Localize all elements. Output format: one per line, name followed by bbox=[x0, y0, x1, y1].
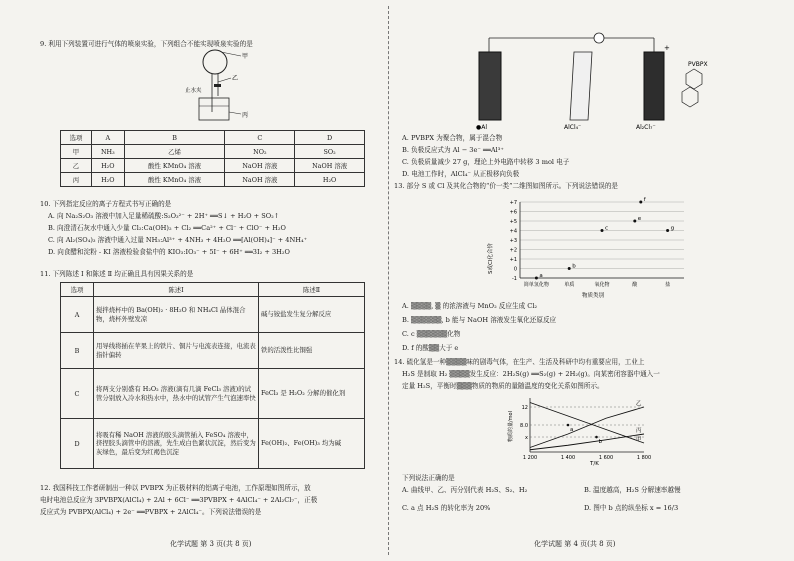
table-row bbox=[61, 297, 365, 333]
q12-line-2: 电时电池总反应为 3PVBPX(AlCl₄) + 2Al + 6Cl⁻ ══3PVBPX + 4AlCl₄⁻ + 2Al₂Cl₇⁻，正极 bbox=[40, 496, 318, 504]
x-tick-label: 1 200 bbox=[522, 455, 538, 461]
data-point bbox=[535, 277, 538, 280]
series-label: 乙 bbox=[636, 401, 642, 407]
q12-option-a: A. PVBPX 为聚合物，属于混合物 bbox=[402, 134, 503, 142]
header-cell: 选项 bbox=[61, 283, 94, 297]
q12-line-3: 反应式为 PVBPX(AlCl₄) + 2e⁻ ══PVBPX + 2AlCl₄⁻。下列说法错误的是 bbox=[40, 508, 262, 516]
q13-stem: 13. 部分 S 或 Cl 及其化合物的“价一类”二维图如图所示。下列说法错误的是 bbox=[394, 182, 619, 190]
data-point-label: b bbox=[572, 263, 576, 270]
y-tick-label: 8.0 bbox=[520, 423, 528, 429]
pvbpx-electrode bbox=[644, 52, 664, 120]
flask bbox=[203, 50, 227, 74]
q14-option-a: A. 曲线甲、乙、丙分别代表 H₂S、S₂、H₂ bbox=[402, 486, 528, 494]
table-cell: 将吸有稀 NaOH 溶液的胶头滴管插入 FeSO₄ 溶液中，挤捏胶头滴管中的溶液，先生成白色絮状沉淀，然后变为灰绿色，最后变为红褐色沉淀 bbox=[94, 419, 259, 469]
header-cell: 陈述Ⅱ bbox=[259, 283, 365, 297]
header-cell: D bbox=[295, 131, 365, 145]
q12-option-c: C. 负极质量减少 27 g，理论上外电路中转移 3 mol 电子 bbox=[402, 158, 570, 166]
table-cell: 酸性 KMnO₄ 溶液 bbox=[124, 159, 225, 173]
table-cell: H₂O bbox=[91, 159, 124, 173]
stopcock bbox=[214, 84, 221, 87]
q12-option-b: B. 负极反应式为 Al − 3e⁻ ══Al³⁺ bbox=[402, 146, 504, 154]
data-point-label: e bbox=[637, 216, 642, 222]
q14-prompt: 下列说法正确的是 bbox=[402, 474, 455, 482]
label-line-yi bbox=[218, 78, 231, 82]
table-cell: 用导线将插在苹果上的铁片、铜片与电流表连接，电流表指针偏转 bbox=[94, 333, 259, 369]
y-tick-label: x bbox=[525, 435, 528, 442]
temperature-moles-chart bbox=[504, 394, 654, 466]
chart1-xlabel: 物质类别 bbox=[582, 293, 605, 299]
data-point-label: f bbox=[643, 197, 646, 203]
alcl4-legend: AlCl₄⁻ bbox=[564, 124, 582, 130]
q14-stem-2: H₂S 是制取 H₂ ▒▒▒▒发生反应：2H₂S(g) ══S₂(g) + 2H₂(g)。向某密闭容器中通入一 bbox=[402, 370, 660, 378]
data-point bbox=[601, 229, 604, 232]
table-cell: FeCl₃ 是 H₂O₂ 分解的催化剂 bbox=[259, 369, 365, 419]
q13-option-d: D. f 的酸▒▒大于 e bbox=[402, 344, 459, 352]
valence-class-chart bbox=[484, 196, 704, 300]
table-cell: NaOH 溶液 bbox=[295, 159, 365, 173]
y-tick-label: +6 bbox=[509, 209, 517, 216]
series-label: 甲 bbox=[636, 437, 642, 443]
x-tick-label: 1 400 bbox=[560, 455, 576, 461]
table-cell: B bbox=[61, 333, 94, 369]
y-tick-label: -1 bbox=[512, 276, 517, 282]
fountain-apparatus-figure bbox=[185, 48, 275, 124]
x-tick-label: 酸 bbox=[632, 282, 638, 288]
q11-table bbox=[60, 282, 365, 469]
y-tick-label: +2 bbox=[509, 247, 517, 254]
table-cell: NH₃ bbox=[91, 145, 124, 159]
q11-stem: 11. 下列陈述 Ⅰ 和陈述 Ⅱ 均正确且具有因果关系的是 bbox=[40, 270, 194, 278]
pvbpx-label: PVBPX bbox=[688, 61, 708, 68]
data-point-label: c bbox=[605, 225, 609, 232]
label-line-bing bbox=[229, 112, 241, 114]
chart2-xlabel: T/K bbox=[590, 461, 599, 466]
label-jia: 甲 bbox=[242, 53, 249, 60]
series-line bbox=[530, 407, 644, 448]
table-row bbox=[61, 145, 365, 159]
table-cell: NO₂ bbox=[225, 145, 295, 159]
x-tick-label: 氧化物 bbox=[594, 282, 610, 288]
annotation-point bbox=[595, 436, 598, 439]
chart1-ylabel: S或Cl化合价 bbox=[488, 243, 494, 274]
header-cell: B bbox=[124, 131, 225, 145]
table-cell: C bbox=[61, 369, 94, 419]
table-row bbox=[61, 173, 365, 187]
q13-option-c: C. c ▒▒▒▒▒▒化物 bbox=[402, 330, 461, 338]
page-footer-left: 化学试题 第 3 页(共 8 页) bbox=[170, 540, 252, 548]
table-cell: 酸性 KMnO₄ 溶液 bbox=[124, 173, 225, 187]
q12-option-d: D. 电池工作时，AlCl₄⁻ 从正极移向负极 bbox=[402, 170, 520, 178]
q9-table bbox=[60, 130, 365, 187]
table-cell: 乙 bbox=[61, 159, 92, 173]
q13-option-a: A. ▒▒▒▒, ▒ 的浓溶液与 MnO₂ 反应生成 Cl₂ bbox=[402, 302, 538, 310]
table-cell: A bbox=[61, 297, 94, 333]
table-cell: NaOH 溶液 bbox=[225, 159, 295, 173]
al-legend: ●Al bbox=[476, 124, 488, 130]
pvbpx-ring-icon bbox=[682, 87, 698, 107]
table-cell: 铁的活泼性比铜强 bbox=[259, 333, 365, 369]
table-row bbox=[61, 369, 365, 419]
data-point-label: a bbox=[539, 273, 543, 279]
q9-table-header bbox=[61, 131, 365, 145]
table-row bbox=[61, 333, 365, 369]
y-tick-label: 12 bbox=[521, 405, 528, 411]
table-cell: 将两支分别盛有 H₂O₂ 溶液(滴有几滴 FeCl₃ 溶液)的试管分别放入冷水和热水中，热水中的试管产生气泡速率快 bbox=[94, 369, 259, 419]
data-point bbox=[633, 220, 636, 223]
q14-option-b: B. 温度越高，H₂S 分解速率越慢 bbox=[584, 486, 681, 494]
q13-option-b: B. ▒▒▒▒▒▒, b 能与 NaOH 溶液发生氧化还原反应 bbox=[402, 316, 557, 324]
bulb-icon bbox=[594, 33, 604, 43]
table-row bbox=[61, 159, 365, 173]
x-tick-label: 简单氢化物 bbox=[523, 282, 549, 288]
page-footer-right: 化学试题 第 4 页(共 8 页) bbox=[534, 540, 616, 548]
q14-option-c: C. a 点 H₂S 的转化率为 20% bbox=[402, 504, 491, 512]
table-cell: 碱与铵盐发生复分解反应 bbox=[259, 297, 365, 333]
data-point bbox=[666, 229, 669, 232]
q10-option-c: C. 向 Al₂(SO₄)₃ 溶液中通入过量 NH₃:Al³⁺ + 4NH₃ + 4H₂O ══[Al(OH)₄]⁻ + 4NH₄⁺ bbox=[48, 236, 308, 244]
q10-option-d: D. 向食醋和淀粉 - KI 溶液检验食盐中的 KIO₃:IO₃⁻ + 5I⁻ + 6H⁺ ══3I₂ + 3H₂O bbox=[48, 248, 290, 256]
y-tick-label: +3 bbox=[509, 238, 517, 244]
table-cell: D bbox=[61, 419, 94, 469]
chart2-ylabel: 物质的量/mol bbox=[508, 410, 514, 442]
left-page bbox=[0, 0, 386, 561]
table-cell: 乙烯 bbox=[124, 145, 225, 159]
table-cell: 丙 bbox=[61, 173, 92, 187]
header-cell: 陈述Ⅰ bbox=[94, 283, 259, 297]
q14-stem-3: 定量 H₂S，平衡时▒▒▒物质的物质的量随温度的变化关系如图所示。 bbox=[402, 382, 604, 390]
pvbpx-ring-icon bbox=[686, 69, 702, 89]
table-cell: 甲 bbox=[61, 145, 92, 159]
x-tick-label: 1 600 bbox=[598, 455, 614, 461]
data-point bbox=[639, 201, 642, 204]
y-tick-label: +7 bbox=[509, 200, 517, 206]
label-bing: 丙 bbox=[242, 112, 249, 119]
data-point bbox=[568, 267, 571, 270]
y-tick-label: +5 bbox=[509, 219, 517, 225]
q14-option-d: D. 图中 b 点的纵坐标 x = 16/3 bbox=[584, 504, 679, 512]
q10-option-b: B. 向澄清石灰水中通入少量 Cl₂:Ca(OH)₂ + Cl₂ ══Ca²⁺ + Cl⁻ + ClO⁻ + H₂O bbox=[48, 224, 286, 232]
table-cell: H₂O bbox=[91, 173, 124, 187]
q11-table-header bbox=[61, 283, 365, 297]
table-cell: Fe(OH)₂、Fe(OH)₃ 均为碱 bbox=[259, 419, 365, 469]
beaker bbox=[199, 98, 229, 120]
series-label: 丙 bbox=[636, 428, 642, 434]
q9-stem: 9. 利用下列装置可进行气体的喷泉实验，下列组合不能实现喷泉实验的是 bbox=[40, 40, 253, 48]
y-tick-label: +4 bbox=[509, 228, 517, 235]
annotation-label: b bbox=[598, 439, 602, 446]
header-cell: C bbox=[225, 131, 295, 145]
x-tick-label: 单质 bbox=[564, 282, 575, 288]
label-yi: 乙 bbox=[232, 75, 239, 82]
table-cell: SO₂ bbox=[295, 145, 365, 159]
al-electrode bbox=[479, 52, 501, 120]
header-cell: 选项 bbox=[61, 131, 92, 145]
data-point-label: g bbox=[670, 225, 675, 232]
label-zhishuijia: 止水夹 bbox=[185, 88, 202, 94]
q14-stem-1: 14. 硫化氢是一种▒▒▒▒味的剧毒气体，在生产、生活及科研中均有重要应用，工业上 bbox=[394, 358, 645, 366]
column-divider bbox=[388, 6, 389, 555]
x-tick-label: 盐 bbox=[665, 282, 671, 288]
al2cl7-legend: Al₂Cl₇⁻ bbox=[636, 124, 656, 130]
battery-diagram bbox=[464, 30, 714, 130]
q10-stem: 10. 下列指定反应的离子方程式书写正确的是 bbox=[40, 200, 172, 208]
annotation-point bbox=[567, 424, 570, 427]
right-page bbox=[394, 0, 794, 561]
q10-option-a: A. 向 Na₂S₂O₃ 溶液中加入足量稀硫酸:S₂O₃²⁻ + 2H⁺ ══S↓ + H₂O + SO₂↑ bbox=[48, 212, 280, 220]
y-tick-label: +1 bbox=[509, 257, 517, 263]
x-tick-label: 1 800 bbox=[636, 455, 652, 461]
header-cell: A bbox=[91, 131, 124, 145]
table-row bbox=[61, 419, 365, 469]
table-cell: NaOH 溶液 bbox=[225, 173, 295, 187]
y-tick-label: 0 bbox=[513, 266, 517, 273]
annotation-label: a bbox=[570, 427, 574, 433]
table-cell: 搅拌烧杯中的 Ba(OH)₂ · 8H₂O 和 NH₄Cl 晶体混合物，烧杯外壁发凉 bbox=[94, 297, 259, 333]
table-cell: H₂O bbox=[295, 173, 365, 187]
plus-sign: + bbox=[664, 44, 670, 52]
separator bbox=[570, 52, 592, 120]
q12-line-1: 12. 我国科技工作者研制出一种以 PVBPX 为正极材料的铝离子电池，工作原理如图所示，放 bbox=[40, 484, 311, 492]
